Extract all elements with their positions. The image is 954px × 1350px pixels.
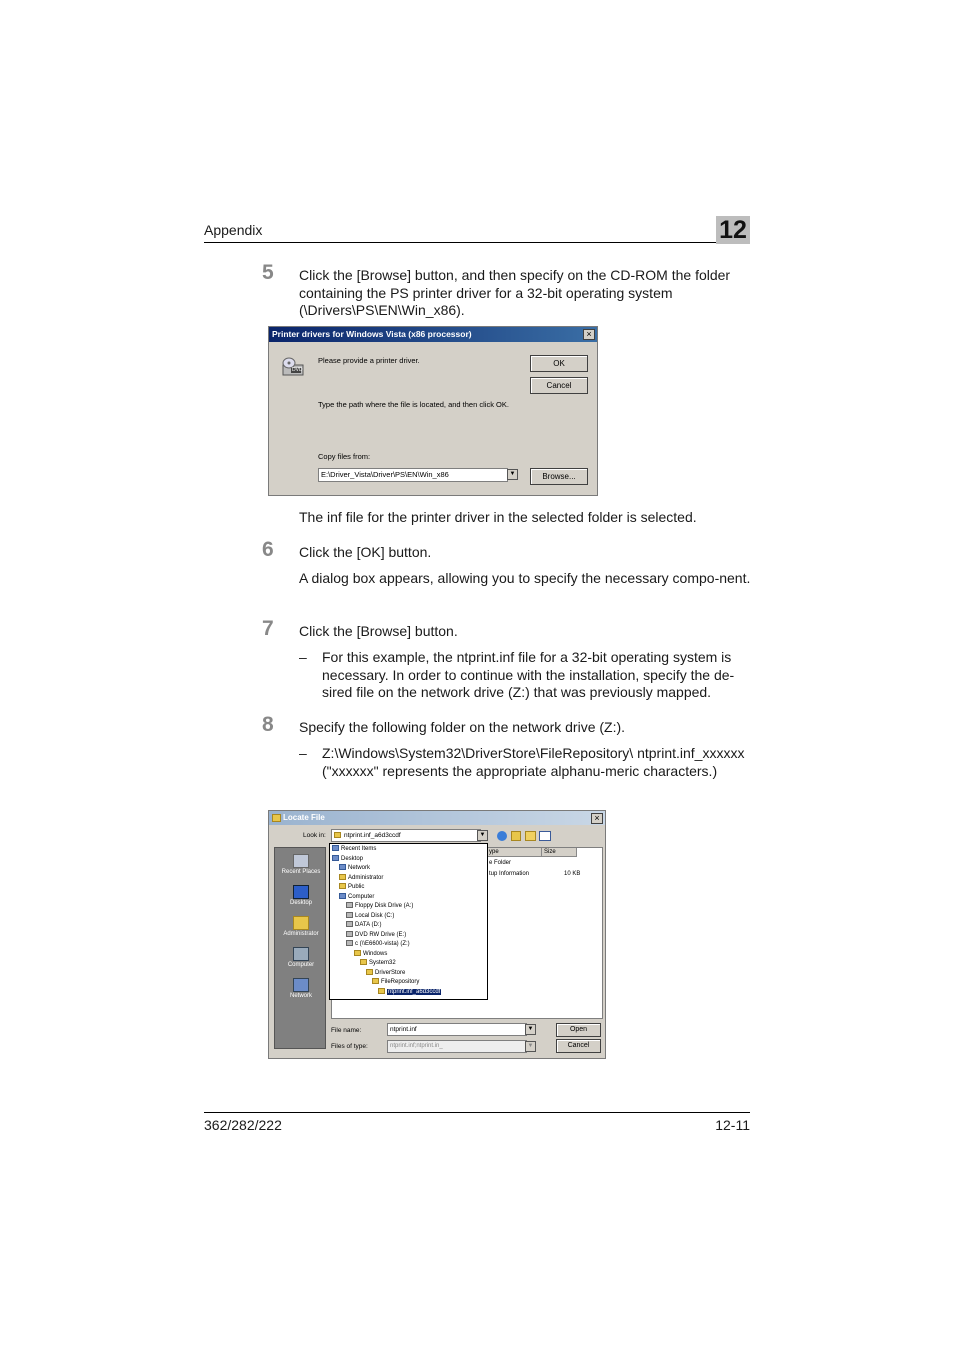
dvd-drive-icon bbox=[346, 931, 353, 937]
path-dropdown-arrow[interactable]: ▼ bbox=[507, 469, 518, 480]
locate-file-dialog bbox=[268, 810, 606, 1059]
step-number-7: 7 bbox=[262, 617, 274, 640]
network-icon bbox=[293, 978, 309, 992]
folder-icon bbox=[372, 978, 379, 984]
file-type-label: Files of type: bbox=[331, 1043, 368, 1050]
browse-button[interactable]: Browse... bbox=[530, 468, 588, 485]
page-number: 12-11 bbox=[715, 1117, 750, 1133]
recent-places-icon bbox=[293, 854, 309, 868]
step-6-text: Click the [OK] button. bbox=[299, 544, 432, 560]
file-name-input[interactable]: ntprint.inf bbox=[387, 1023, 527, 1036]
network-drive-icon bbox=[346, 940, 353, 946]
folder-search-icon bbox=[272, 814, 281, 822]
place-label: Network bbox=[289, 993, 312, 999]
computer-icon bbox=[293, 947, 309, 961]
views-menu-icon[interactable] bbox=[539, 831, 551, 841]
close-button[interactable]: × bbox=[591, 813, 603, 824]
folder-icon bbox=[366, 969, 373, 975]
dialog-title-bar: Printer drivers for Windows Vista (x86 processor) bbox=[269, 327, 597, 342]
tree-item-driverstore[interactable]: DriverStore bbox=[366, 969, 405, 978]
tree-item-dvd[interactable]: DVD RW Drive (E:) bbox=[346, 931, 406, 940]
file-row-2-size: 10 KB bbox=[564, 871, 581, 877]
file-type-dropdown-arrow[interactable]: ▼ bbox=[525, 1041, 536, 1052]
place-administrator[interactable] bbox=[275, 916, 327, 937]
step-7-detail: For this example, the ntprint.inf file for a 32-bit operating system is necessary. In order to continue with the installation, specify the de-sired file on the network drive (Z:) that was previously mapped. bbox=[322, 649, 735, 701]
folder-icon bbox=[360, 959, 367, 965]
bullet-dash: – bbox=[299, 745, 307, 761]
step-5-text: Click the [Browse] button, and then specify on the CD-ROM the folder containing the PS printer driver for a 32-bit operating system (\Drivers\PS\EN\Win_x86). bbox=[299, 267, 731, 319]
file-row-2-type: tup Information bbox=[489, 871, 530, 877]
cancel-button[interactable]: Cancel bbox=[556, 1039, 601, 1053]
tree-item-system32[interactable]: System32 bbox=[360, 959, 396, 968]
place-network[interactable] bbox=[275, 978, 327, 999]
up-folder-icon[interactable] bbox=[511, 831, 521, 841]
floppy-drive-icon bbox=[346, 902, 353, 908]
tree-item-recent[interactable]: Recent Items bbox=[332, 845, 376, 854]
hard-drive-icon bbox=[346, 912, 353, 918]
tree-item-floppy[interactable]: Floppy Disk Drive (A:) bbox=[346, 902, 413, 911]
folder-icon bbox=[339, 874, 346, 880]
recent-items-icon bbox=[332, 845, 339, 851]
tree-item-network-drive[interactable]: c (\\E6600-vista) (Z:) bbox=[346, 940, 410, 949]
step-8-detail: Z:\Windows\System32\DriverStore\FileRepository\ ntprint.inf_xxxxxx ("xxxxxx" represents the appropriate alphanu-meric characters.) bbox=[322, 745, 745, 779]
step-7-text: Click the [Browse] button. bbox=[299, 623, 458, 639]
column-type[interactable]: ype bbox=[487, 848, 542, 857]
dialog-title-bar: Locate File bbox=[269, 811, 605, 825]
printer-drivers-dialog bbox=[268, 326, 598, 496]
place-label: Desktop bbox=[289, 900, 312, 906]
dialog-appears-note: A dialog box appears, allowing you to specify the necessary compo-nent. bbox=[299, 570, 751, 586]
place-label: Computer bbox=[287, 962, 315, 968]
section-title: Appendix bbox=[204, 222, 263, 238]
look-in-dropdown-list bbox=[329, 843, 488, 1000]
model-numbers: 362/282/222 bbox=[204, 1117, 282, 1133]
look-in-dropdown-arrow[interactable]: ▼ bbox=[477, 830, 488, 841]
look-in-select[interactable]: ntprint.inf_a6d3ccdf bbox=[331, 829, 481, 842]
tree-item-public[interactable]: Public bbox=[339, 883, 364, 892]
file-row-1-type: e Folder bbox=[489, 860, 512, 866]
look-in-label: Look in: bbox=[303, 832, 326, 839]
folder-icon bbox=[378, 988, 385, 994]
step-8-text: Specify the following folder on the network drive (Z:). bbox=[299, 719, 626, 735]
file-type-select[interactable]: ntprint.inf;ntprint.in_ bbox=[387, 1040, 527, 1053]
file-name-label: File name: bbox=[331, 1027, 362, 1034]
tree-item-network[interactable]: Network bbox=[339, 864, 370, 873]
dvd-label: DVD bbox=[292, 367, 303, 373]
desktop-icon bbox=[293, 885, 309, 899]
tree-item-ntprint-selected[interactable]: ntprint.inf_a6d3ccdf bbox=[378, 988, 441, 997]
cancel-button[interactable]: Cancel bbox=[530, 377, 588, 394]
user-folder-icon bbox=[293, 916, 309, 930]
tree-item-administrator[interactable]: Administrator bbox=[339, 874, 383, 883]
column-size[interactable]: Size bbox=[542, 848, 577, 857]
tree-item-windows[interactable]: Windows bbox=[354, 950, 387, 959]
ok-button[interactable]: OK bbox=[530, 355, 588, 372]
open-button[interactable]: Open bbox=[556, 1023, 601, 1037]
place-label: Administrator bbox=[283, 931, 319, 937]
network-icon bbox=[339, 864, 346, 870]
path-input[interactable]: E:\Driver_Vista\Driver\PS\EN\Win_x86 bbox=[318, 468, 508, 482]
tree-item-local-disk[interactable]: Local Disk (C:) bbox=[346, 912, 394, 921]
place-desktop[interactable] bbox=[275, 885, 327, 906]
new-folder-icon[interactable] bbox=[525, 831, 536, 841]
tree-item-computer[interactable]: Computer bbox=[339, 893, 374, 902]
folder-icon bbox=[354, 950, 361, 956]
folder-icon bbox=[339, 883, 346, 889]
computer-icon bbox=[339, 893, 346, 899]
hard-drive-icon bbox=[346, 921, 353, 927]
file-name-dropdown-arrow[interactable]: ▼ bbox=[525, 1024, 536, 1035]
step-number-6: 6 bbox=[262, 538, 274, 561]
tree-item-filerepository[interactable]: FileRepository bbox=[372, 978, 419, 987]
desktop-icon bbox=[332, 855, 339, 861]
prompt-text: Please provide a printer driver. bbox=[318, 356, 420, 365]
folder-icon bbox=[334, 832, 341, 838]
place-computer[interactable] bbox=[275, 947, 327, 968]
places-bar bbox=[274, 847, 326, 1049]
place-label: Recent Places bbox=[281, 869, 321, 875]
step-number-5: 5 bbox=[262, 261, 274, 284]
page-header bbox=[204, 216, 750, 244]
instruction-text: Type the path where the file is located, and then click OK. bbox=[318, 400, 509, 409]
inf-selected-note: The inf file for the printer driver in the selected folder is selected. bbox=[299, 509, 697, 525]
tree-item-desktop[interactable]: Desktop bbox=[332, 855, 363, 864]
back-icon[interactable] bbox=[497, 831, 507, 841]
place-recent[interactable] bbox=[275, 854, 327, 875]
step-number-8: 8 bbox=[262, 713, 274, 736]
copy-files-label: Copy files from: bbox=[318, 452, 371, 461]
bullet-dash: – bbox=[299, 649, 307, 665]
dvd-drive-icon bbox=[281, 357, 305, 379]
tree-item-data[interactable]: DATA (D:) bbox=[346, 921, 381, 930]
chapter-number: 12 bbox=[716, 216, 750, 244]
page-footer bbox=[204, 1112, 750, 1133]
close-button[interactable]: × bbox=[583, 329, 595, 340]
